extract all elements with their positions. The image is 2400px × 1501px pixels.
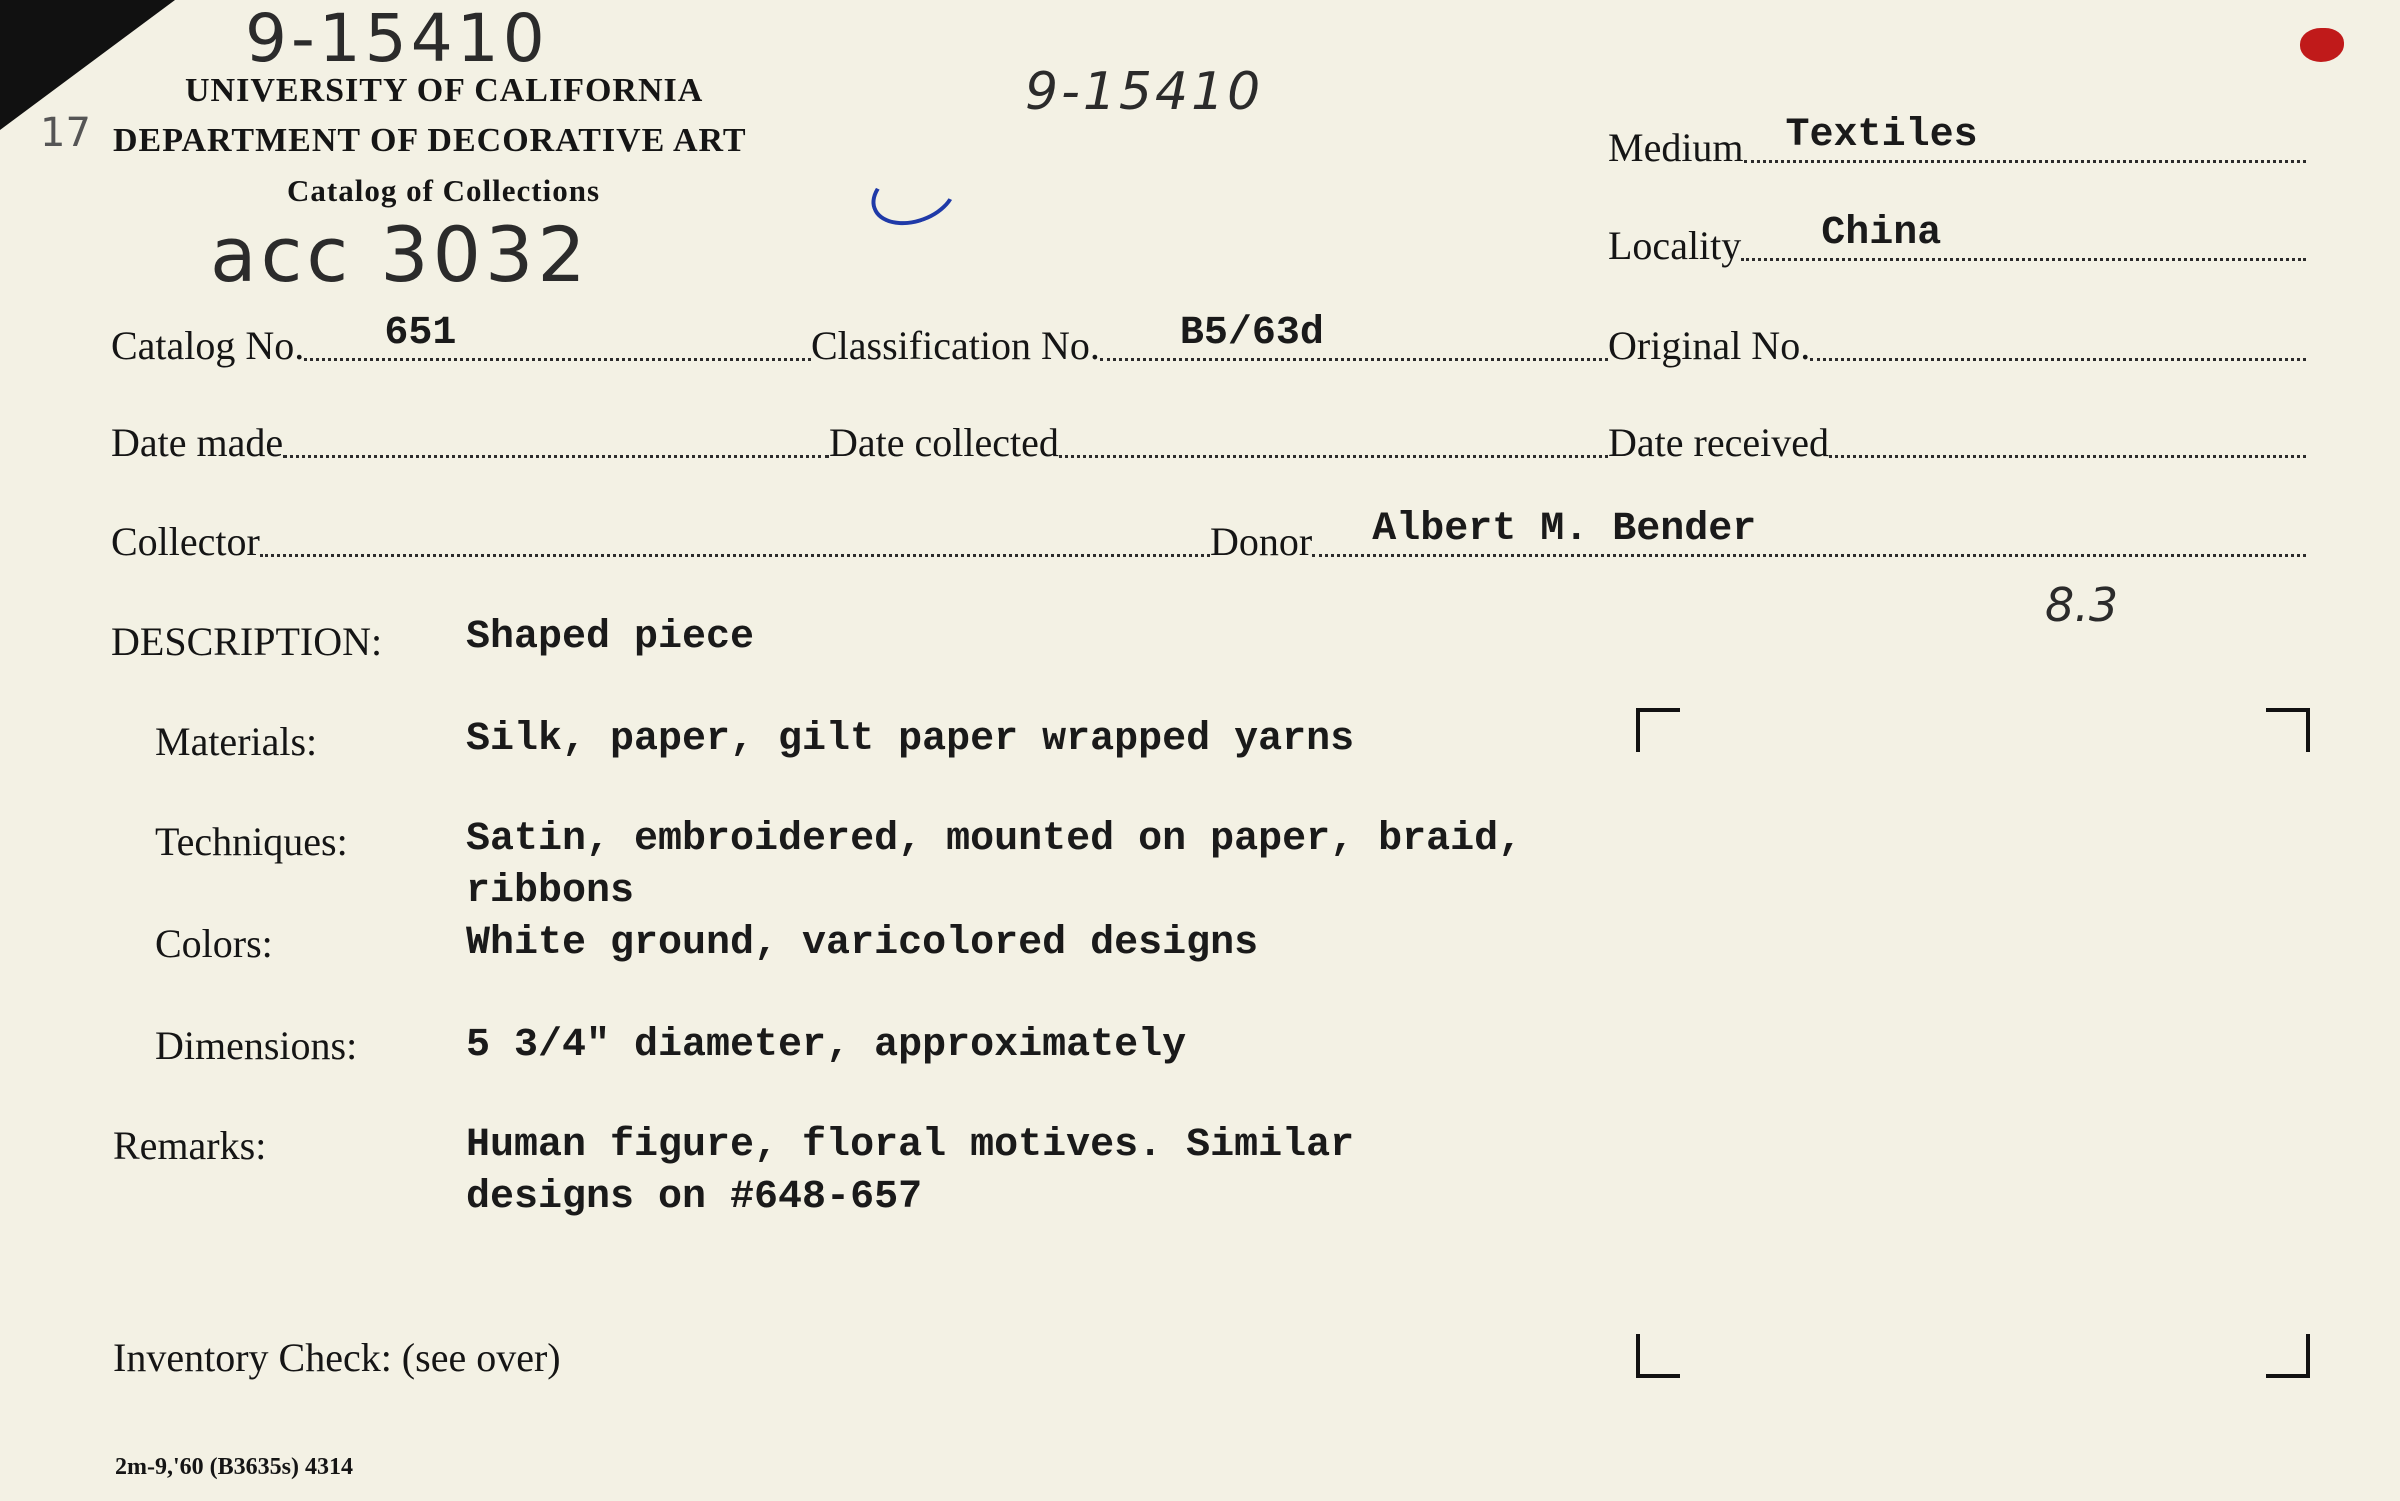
dimensions-label: Dimensions: <box>155 1023 358 1068</box>
classification-no-line <box>1100 311 1608 361</box>
date-made-label: Date made <box>111 420 284 465</box>
mount-bracket-bottom-left <box>1636 1334 1680 1378</box>
mount-bracket-top-left <box>1636 708 1680 752</box>
handwritten-side-mark: 17 <box>40 110 91 156</box>
handwritten-number-top: 9-15410 <box>245 0 549 77</box>
field-date-made <box>111 419 829 466</box>
medium-label: Medium <box>1608 125 1744 170</box>
materials-label: Materials: <box>155 719 318 764</box>
field-date-received <box>1608 419 2306 466</box>
field-catalog-no <box>111 311 811 369</box>
handwritten-mid-right: 8.3 <box>2045 578 2119 632</box>
donor-value: Albert M. Bender <box>1372 507 1757 552</box>
blue-pen-mark <box>863 152 966 237</box>
date-collected-line <box>1059 455 1608 458</box>
handwritten-number-center: 9-15410 <box>1025 62 1264 122</box>
handwritten-acc-number: acc 3032 <box>210 210 590 299</box>
department-heading: DEPARTMENT OF DECORATIVE ART <box>113 122 747 159</box>
dimensions-value: 5 3/4" diameter, approximately <box>466 1023 1187 1068</box>
date-made-line <box>283 455 829 458</box>
collector-label: Collector <box>111 519 260 564</box>
medium-line <box>1744 113 2306 163</box>
field-original-no <box>1608 322 2306 369</box>
footer-print-code: 2m-9,'60 (B3635s) 4314 <box>115 1454 353 1480</box>
description-value: Shaped piece <box>466 615 755 660</box>
date-received-label: Date received <box>1608 420 1829 465</box>
original-no-label: Original No. <box>1608 323 1811 368</box>
catalog-no-value: 651 <box>384 311 457 356</box>
original-no-line <box>1810 358 2306 361</box>
inventory-check: Inventory Check: (see over) <box>113 1335 561 1380</box>
colors-label: Colors: <box>155 921 273 966</box>
techniques-label: Techniques: <box>155 819 348 864</box>
materials-value: Silk, paper, gilt paper wrapped yarns <box>466 717 1355 762</box>
remarks-line2: designs on #648-657 <box>466 1175 923 1220</box>
techniques-line2: ribbons <box>466 869 635 914</box>
field-date-collected <box>829 419 1608 466</box>
date-received-line <box>1829 455 2306 458</box>
field-donor <box>1210 507 2306 565</box>
collector-line <box>260 554 1210 557</box>
classification-no-label: Classification No. <box>811 323 1100 368</box>
remarks-label: Remarks: <box>113 1123 267 1168</box>
red-ink-mark <box>2300 28 2344 62</box>
catalog-no-label: Catalog No. <box>111 323 305 368</box>
mount-bracket-bottom-right <box>2266 1334 2310 1378</box>
field-locality <box>1608 211 2306 269</box>
field-medium <box>1608 113 2306 171</box>
remarks-line1: Human figure, floral motives. Similar <box>466 1123 1355 1168</box>
donor-label: Donor <box>1210 519 1313 564</box>
mount-bracket-top-right <box>2266 708 2310 752</box>
medium-value: Textiles <box>1785 113 1978 158</box>
catalog-no-line <box>304 311 811 361</box>
description-label: DESCRIPTION: <box>111 619 383 664</box>
locality-value: China <box>1821 211 1942 256</box>
field-classification-no <box>811 311 1608 369</box>
locality-label: Locality <box>1608 223 1742 268</box>
techniques-line1: Satin, embroidered, mounted on paper, braid, <box>466 817 1523 862</box>
university-heading: UNIVERSITY OF CALIFORNIA <box>185 72 704 109</box>
locality-line <box>1741 211 2306 261</box>
classification-no-value: B5/63d <box>1179 311 1324 356</box>
date-collected-label: Date collected <box>829 420 1059 465</box>
colors-value: White ground, varicolored designs <box>466 921 1259 966</box>
donor-line <box>1312 507 2306 557</box>
catalog-subtitle: Catalog of Collections <box>287 173 601 208</box>
field-collector <box>111 518 1210 565</box>
